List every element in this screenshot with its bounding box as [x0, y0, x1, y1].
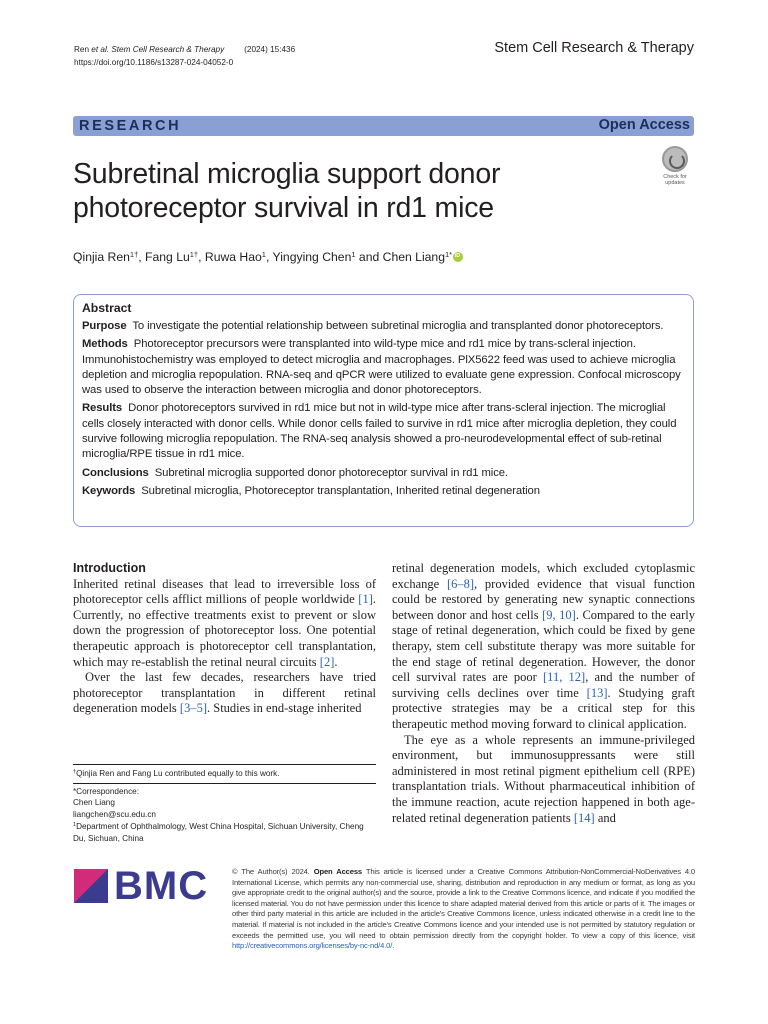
citation-year: (2024) 15:436	[244, 45, 296, 54]
citation-link[interactable]: [3–5]	[179, 701, 207, 716]
abstract-conclusions: Conclusions Subretinal microglia supported donor photoreceptor survival in rd1 mice.	[82, 466, 508, 479]
correspondence-block	[73, 786, 376, 844]
citation-link[interactable]: [6–8]	[446, 576, 475, 591]
citation-link[interactable]: [11, 12]	[543, 670, 586, 685]
equal-contribution-note: †Qinjia Ren and Fang Lu contributed equally to this work.	[73, 769, 280, 778]
abstract-heading: Abstract	[82, 301, 132, 315]
abstract-results: Results Donor photoreceptors survived in rd1 mice but not in wild-type mice after trans-scleral injection. The microglial cells closely interacted with donor cells. While donor cells failed to survive in rd1 mice after microglia depletion, they could survive following microglia repopulation. The RNA-seq analysis showed a pro-neurodevelopmental effect of sub-retinal microglia/RPE tissue in rd1 mice.	[82, 402, 677, 461]
author-name[interactable]: Fang Lu	[145, 250, 190, 264]
author-name[interactable]: Yingying Chen	[272, 250, 352, 264]
abstract-box	[73, 294, 694, 527]
intro-paragraph: Inherited retinal diseases that lead to irreversible loss of photoreceptor cells afflict millions of people worldwide [1]. Currently, no effective treatments exist to prevent or slow down the progression of photoreceptor loss. One potential therapeutic approach is photoreceptor cell transplantation, which may re-establish the retinal neural circuits [2].	[73, 576, 376, 669]
body-right-column	[392, 561, 695, 826]
body-left-column	[73, 561, 376, 717]
running-header	[74, 43, 295, 69]
author-affil: 1*	[444, 250, 453, 259]
author-affil: 1†	[129, 250, 139, 259]
introduction-heading: Introduction	[73, 561, 146, 575]
citation-link[interactable]: [1]	[358, 592, 373, 607]
journal-name: Stem Cell Research & Therapy	[494, 40, 694, 56]
abstract-purpose: Purpose To investigate the potential relationship between subretinal microglia and transplanted donor photoreceptors.	[82, 320, 664, 332]
citation-journal: et al. Stem Cell Research & Therapy	[91, 45, 225, 54]
author-affil: 1	[351, 250, 356, 259]
license-statement: © The Author(s) 2024. Open Access This article is licensed under a Creative Commons Attribution-NonCommercial-NoDerivatives 4.0 International License, which permits any non-commercial use, sharing, distribution and reproduction in any medium or format, as long as you give appropriate credit to the original author(s) and the source, provide a link to the Creative Commons licence, and indicate if you modified the licensed material. You do not have permission under this licence to share adapted material derived from this article or parts of it. The images or other third party material in this article are included in the article's Creative Commons licence, unless indicated otherwise in a credit line to the material. If material is not included in the article's Creative Commons licence and your intended use is not permitted by statutory regulation or exceeds the permitted use, you will need to obtain permission directly from the copyright holder. To view a copy of this licence, visit http://creativecommons.org/licenses/by-nc-nd/4.0/.	[232, 867, 695, 951]
article-type-label: RESEARCH	[79, 118, 182, 134]
citation-link[interactable]: [9, 10]	[542, 607, 576, 622]
orcid-icon[interactable]	[453, 252, 463, 262]
citation-link[interactable]: [2]	[319, 654, 335, 669]
license-link[interactable]: http://creativecommons.org/licenses/by-nc-nd/4.0/	[232, 941, 393, 951]
affiliation: $^1$Department of Ophthalmology, West China Hospital, Sichuan University, Cheng Du, Sichuan, China	[73, 822, 364, 843]
doi-link[interactable]: https://doi.org/10.1186/s13287-024-04052-0	[74, 58, 234, 67]
open-access-label: Open Access	[598, 117, 690, 133]
correspondence-email[interactable]: liangchen@scu.edu.cn	[73, 809, 156, 819]
author-affil: 1	[261, 250, 266, 259]
correspondence-name: Chen Liang	[73, 798, 115, 808]
intro-paragraph: The eye as a whole represents an immune-privileged environment, but immunosuppressants were still administered in most retinal pigment epithelium cell (RPE) transplantation trials. Without pharmaceutical inhibition of the immune reaction, acute rejection happened in both age-related retinal degeneration patients [14] and	[392, 732, 695, 825]
abstract-keywords: Keywords Subretinal microglia, Photoreceptor transplantation, Inherited retinal degeneration	[82, 484, 540, 497]
check-updates-line1: Check for	[663, 174, 687, 180]
author-affil: 1†	[189, 250, 199, 259]
author-name[interactable]: Qinjia Ren	[73, 250, 130, 264]
citation-author: Ren	[74, 45, 92, 54]
license-open-access: Open Access	[313, 867, 362, 876]
article-title: Subretinal microglia support donor photoreceptor survival in rd1 mice	[73, 158, 501, 224]
citation-link[interactable]: [13]	[586, 685, 608, 700]
intro-paragraph: retinal degeneration models, which excluded cytoplasmic exchange [6–8], provided evidence that visual function could be restored by generating new synaptic connections between donor and host cells [9, 10]. Compared to the early stage of retinal degeneration, which could be fixed by gene therapy, stem cell substitute therapy was more suitable for the end stage of retinal degeneration. However, the donor cell survival rates are poor [11, 12], and the number of surviving cells declines over time [13]. Studying graft protective strategies may be a critical step for this therapeutic method moving forward to clinical application.	[392, 561, 696, 731]
check-updates-icon	[662, 146, 688, 172]
bmc-logo-text: BMC	[114, 864, 209, 908]
correspondence-label: *Correspondence:	[73, 787, 139, 796]
footnote-divider	[73, 783, 376, 784]
check-for-updates-badge[interactable]	[655, 146, 695, 186]
abstract-methods: Methods Photoreceptor precursors were transplanted into wild-type mice and rd1 mice by trans-scleral injection. Immunohistochemistry was employed to detect microglia and macrophages. PlX5622 feed was used to achieve microglia depletion and microglia repopulation. RNA-seq and qPCR were utilized to evaluate gene expression. Confocal microscopy was used to observe the interaction between microglia and donor photoreceptors.	[82, 338, 681, 397]
bmc-logo[interactable]	[74, 864, 214, 908]
author-list: Qinjia Ren$^{1\dagger}$, Fang $Lu^{1\dagger}$, Ruwa Hao$^1$, Yingying Chen$^1$ and Chen Liang$^{1*}$iD	[73, 250, 463, 264]
footnote-divider	[73, 764, 376, 765]
check-updates-line2: updates	[665, 180, 685, 186]
intro-paragraph: Over the last few decades, researchers have tried photoreceptor transplantation in different retinal degeneration models [3–5]. Studies in end-stage inherited	[73, 670, 376, 716]
author-name[interactable]: Ruwa Hao	[204, 250, 262, 264]
citation-link[interactable]: [14]	[573, 810, 595, 825]
article-type-bar	[73, 116, 694, 136]
author-name[interactable]: Chen Liang	[382, 250, 445, 264]
